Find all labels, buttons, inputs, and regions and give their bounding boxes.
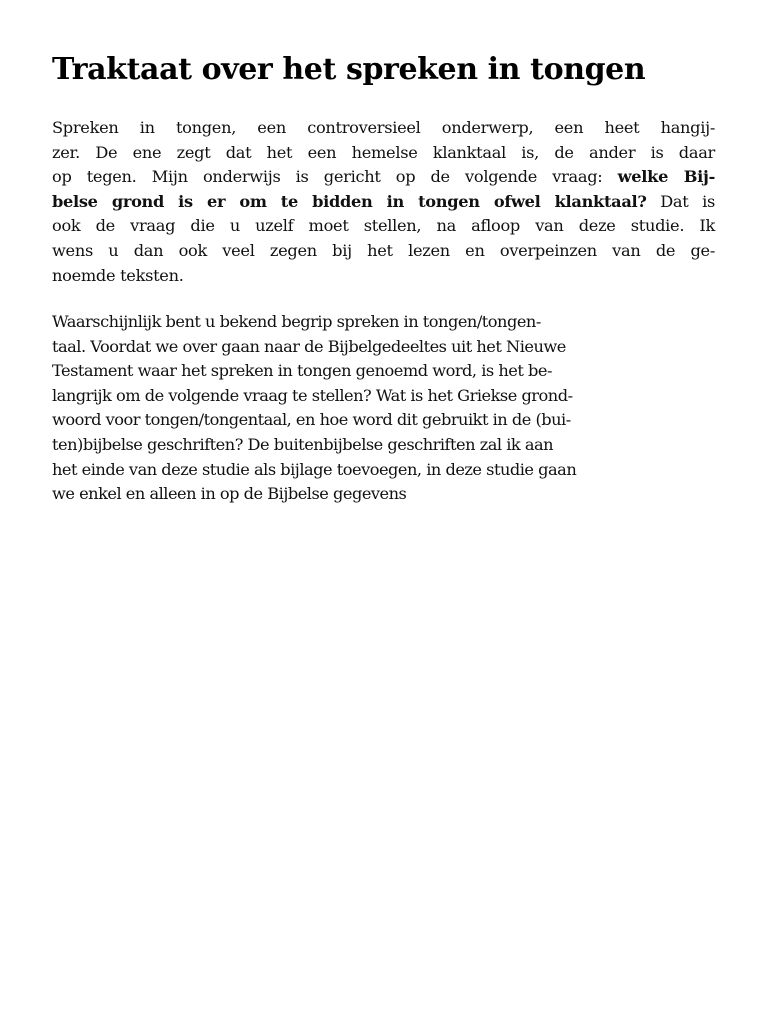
text-line: Testament waar het spreken in tongen genoemd word, is het be- (52, 361, 552, 381)
text-line: Spreken in tongen, een controversieel onderwerp, een heet hangij- (52, 118, 715, 137)
text-line: noemde teksten. (52, 265, 184, 285)
text-line: zer. De ene zegt dat het een hemelse klanktaal is, de ander is daar (52, 142, 715, 162)
text-line: Waarschijnlijk bent u bekend begrip spreken in tongen/tongen- (52, 312, 541, 331)
text-line: het einde van deze studie als bijlage toevoegen, in deze studie gaan (52, 459, 577, 479)
bold-question-end: belse grond is er om te bidden in tongen ofwel klanktaal? (52, 191, 647, 211)
text-line: woord voor tongen/tongentaal, en hoe word dit gebruikt in de (bui- (52, 410, 571, 430)
text-segment: op tegen. Mijn onderwijs is gericht op de volgende vraag: (52, 167, 603, 187)
text-line: taal. Voordat we over gaan naar de Bijbelgedeeltes uit het Nieuwe (52, 336, 566, 356)
document-title: Traktaat over het spreken in tongen (52, 52, 646, 87)
text-line: langrijk om de volgende vraag te stellen? Wat is het Griekse grond- (52, 385, 573, 405)
text-line (52, 165, 715, 190)
text-segment: Dat is (660, 191, 715, 211)
text-line: ten)bijbelse geschriften? De buitenbijbelse geschriften zal ik aan (52, 434, 554, 454)
text-line (52, 190, 715, 215)
text-line: ook de vraag die u uzelf moet stellen, na afloop van deze studie. Ik (52, 216, 715, 236)
text-line: wens u dan ook veel zegen bij het lezen en overpeinzen van de ge- (52, 240, 715, 260)
text-line: we enkel en alleen in op de Bijbelse gegevens (52, 484, 407, 504)
bold-question-start: welke Bij- (617, 167, 715, 187)
paragraph-greek-word (52, 310, 715, 507)
paragraph-intro (52, 116, 715, 288)
